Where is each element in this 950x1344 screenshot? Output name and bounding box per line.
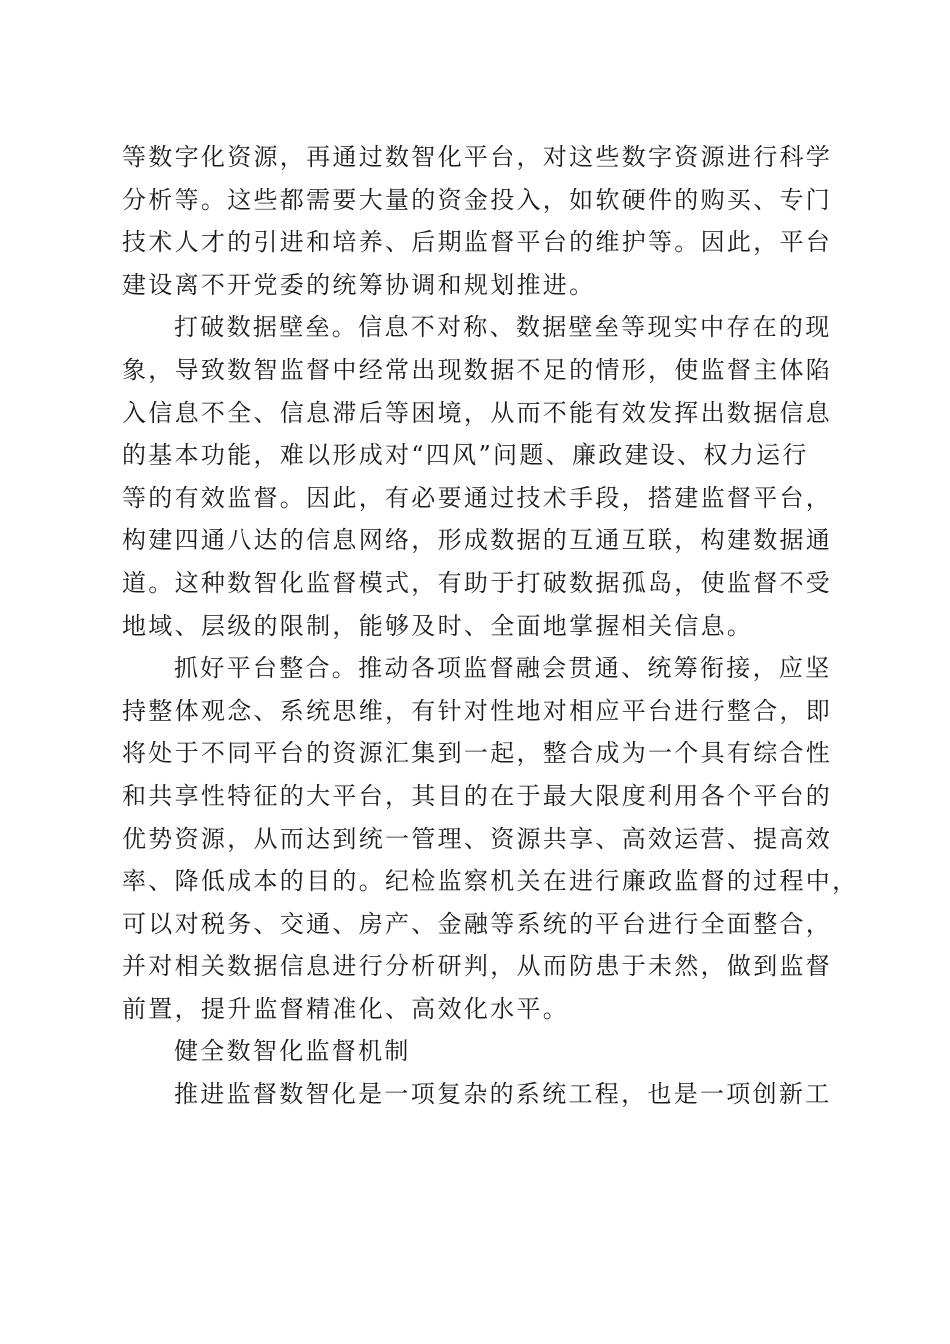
text-line: 率、降低成本的目的。纪检监察机关在进行廉政监督的过程中， bbox=[122, 867, 859, 896]
text-line: 持整体观念、系统思维，有针对性地对相应平台进行整合，即 bbox=[122, 696, 833, 725]
text-line: 将处于不同平台的资源汇集到一起，整合成为一个具有综合性 bbox=[122, 739, 833, 768]
text-line: 构建四通八达的信息网络，形成数据的互通互联，构建数据通 bbox=[122, 526, 833, 555]
text-line: 技术人才的引进和培养、后期监督平台的维护等。因此，平台 bbox=[122, 228, 833, 257]
text-line: 等数字化资源，再通过数智化平台，对这些数字资源进行科学 bbox=[122, 143, 833, 171]
text-line: 道。这种数智化监督模式，有助于打破数据孤岛，使监督不受 bbox=[122, 568, 833, 597]
section-heading: 健全数智化监督机制 bbox=[174, 1037, 411, 1066]
text-line: 并对相关数据信息进行分析研判，从而防患于未然，做到监督 bbox=[122, 952, 833, 981]
text-line: 地域、层级的限制，能够及时、全面地掌握相关信息。 bbox=[122, 611, 754, 640]
text-line: 分析等。这些都需要大量的资金投入，如软硬件的购买、专门 bbox=[122, 185, 833, 214]
text-line: 等的有效监督。因此，有必要通过技术手段，搭建监督平台， bbox=[122, 483, 833, 512]
text-line: 象，导致数智监督中经常出现数据不足的情形，使监督主体陷 bbox=[122, 355, 833, 384]
paragraph-start-line: 抓好平台整合。推动各项监督融会贯通、统筹衔接，应坚 bbox=[174, 654, 832, 683]
text-line: 优势资源，从而达到统一管理、资源共享、高效运营、提高效 bbox=[122, 824, 833, 853]
paragraph-start-line: 打破数据壁垒。信息不对称、数据壁垒等现实中存在的现 bbox=[174, 313, 832, 342]
text-line: 的基本功能，难以形成对“四风”问题、廉政建设、权力运行 bbox=[122, 441, 809, 470]
text-line: 和共享性特征的大平台，其目的在于最大限度利用各个平台的 bbox=[122, 781, 833, 810]
text-line: 入信息不全、信息滞后等困境，从而不能有效发挥出数据信息 bbox=[122, 398, 833, 427]
text-line: 建设离不开党委的统筹协调和规划推进。 bbox=[122, 270, 596, 299]
body-text bbox=[122, 136, 859, 1116]
paragraph-start-line: 推进监督数智化是一项复杂的系统工程，也是一项创新工 bbox=[174, 1080, 832, 1109]
text-line: 前置，提升监督精准化、高效化水平。 bbox=[122, 994, 570, 1023]
text-line: 可以对税务、交通、房产、金融等系统的平台进行全面整合， bbox=[122, 909, 833, 938]
